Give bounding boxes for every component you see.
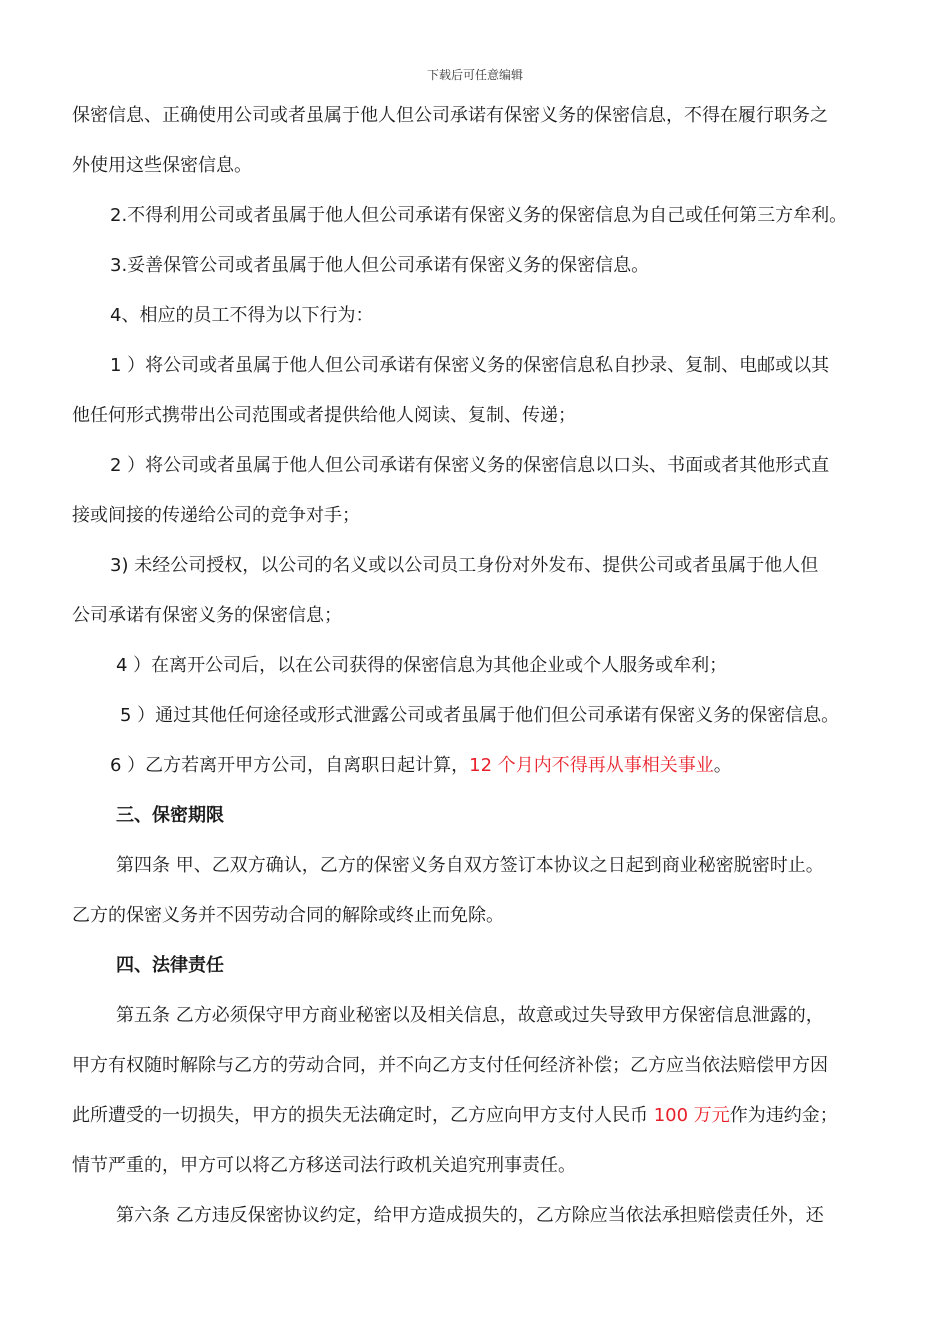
list-item-line: 5 ）通过其他任何途径或形式泄露公司或者虽属于他们但公司承诺有保密义务的保密信息。 [120,705,840,726]
paragraph-line: 此所遭受的一切损失，甲方的损失无法确定时，乙方应向甲方支付人民币 100 万元作为违约金； [72,1105,838,1126]
page-header-note: 下载后可任意编辑 [426,68,523,82]
list-item-line: 公司承诺有保密义务的保密信息； [72,605,342,626]
section-heading: 四、法律责任 [116,955,224,976]
list-item-line: 接或间接的传递给公司的竞争对手； [72,505,360,526]
list-item-line: 3) 未经公司授权，以公司的名义或以公司员工身份对外发布、提供公司或者虽属于他人但 [110,555,819,576]
document-body [72,96,882,1246]
paragraph-line: 第四条 甲、乙双方确认，乙方的保密义务自双方签订本协议之日起到商业秘密脱密时止。 [116,855,824,876]
list-item-line: 4 ）在离开公司后，以在公司获得的保密信息为其他企业或个人服务或牟利； [116,655,728,676]
paragraph-line: 第六条 乙方违反保密协议约定，给甲方造成损失的，乙方除应当依法承担赔偿责任外，还 [116,1205,824,1226]
paragraph-line: 保密信息、正确使用公司或者虽属于他人但公司承诺有保密义务的保密信息，不得在履行职务之 [72,105,828,126]
paragraph-line: 情节严重的，甲方可以将乙方移送司法行政机关追究刑事责任。 [72,1155,576,1176]
paragraph-line: 第五条 乙方必须保守甲方商业秘密以及相关信息，故意或过失导致甲方保密信息泄露的， [116,1005,824,1026]
list-item-line: 1 ）将公司或者虽属于他人但公司承诺有保密义务的保密信息私自抄录、复制、电邮或以其 [110,355,830,376]
paragraph-line: 3.妥善保管公司或者虽属于他人但公司承诺有保密义务的保密信息。 [110,255,650,276]
section-heading: 三、保密期限 [116,805,224,826]
paragraph-line: 甲方有权随时解除与乙方的劳动合同，并不向乙方支付任何经济补偿；乙方应当依法赔偿甲方因 [72,1055,828,1076]
list-item-line: 他任何形式携带出公司范围或者提供给他人阅读、复制、传递； [72,405,576,426]
paragraph-line: 乙方的保密义务并不因劳动合同的解除或终止而免除。 [72,905,504,926]
paragraph-line: 外使用这些保密信息。 [72,155,252,176]
highlight-text: 12 个月内不得再从事相关事业 [469,755,714,776]
list-item-line: 2 ）将公司或者虽属于他人但公司承诺有保密义务的保密信息以口头、书面或者其他形式直 [110,455,830,476]
paragraph-line: 2.不得利用公司或者虽属于他人但公司承诺有保密义务的保密信息为自己或任何第三方牟利。 [110,205,848,226]
list-item-line: 6 ）乙方若离开甲方公司，自离职日起计算，12 个月内不得再从事相关事业。 [110,755,732,776]
paragraph-line: 4、相应的员工不得为以下行为： [110,305,374,326]
highlight-text: 100 万元 [653,1105,730,1126]
